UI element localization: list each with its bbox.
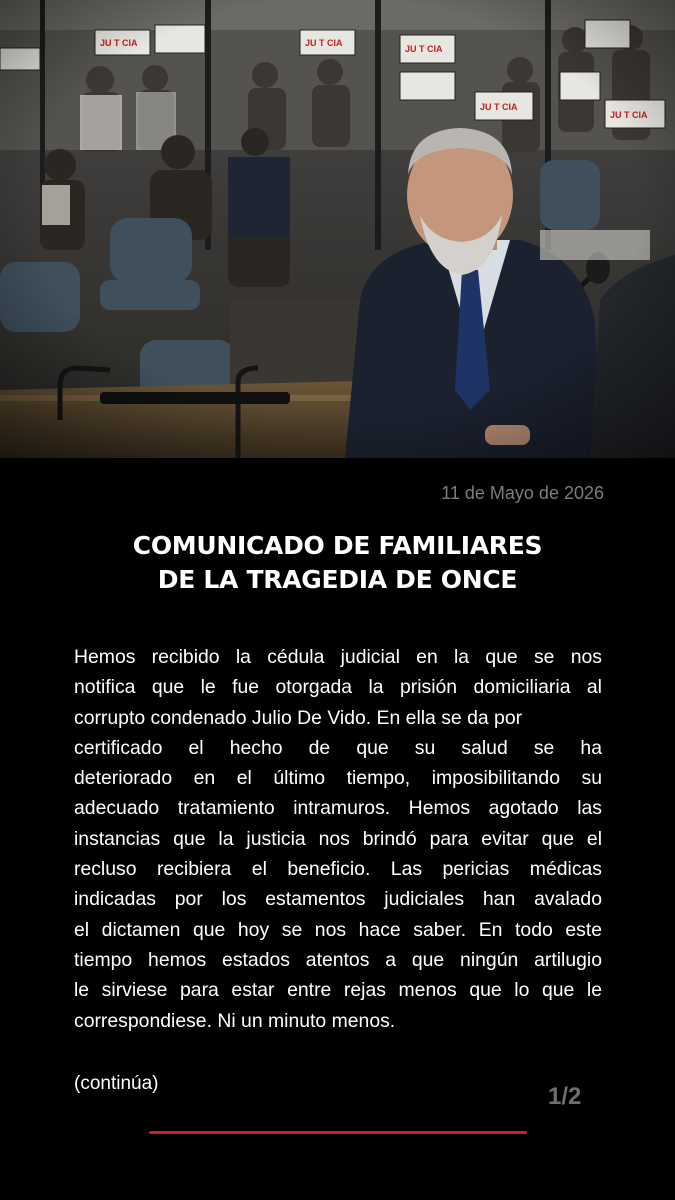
continues-label: (continúa) (74, 1073, 159, 1094)
photo-image (0, 0, 675, 458)
body-line: recluso recibiera el beneficio. Las pericias médicas (74, 858, 602, 881)
body-line: adecuado tratamiento intramuros. Hemos agotado las (74, 797, 602, 820)
body-line: el dictamen que hoy se nos hace saber. En todo este (74, 918, 602, 941)
body-line: Hemos recibido la cédula judicial en la que se nos (74, 646, 602, 668)
body-line: indicadas por los estamentos judiciales han avalado (74, 888, 602, 911)
body-line: certificado el hecho de que su salud se ha (74, 736, 602, 759)
accent-divider (149, 1131, 527, 1134)
body-line: notifica que le fue otorgada la prisión domiciliaria al (74, 676, 602, 699)
body-line: tiempo hemos estados atentos a que ningún artilugio (74, 948, 602, 971)
body-line: corrupto condenado Julio De Vido. En ella se da por (74, 706, 523, 729)
body-line: instancias que la justicia nos brindó para evitar que el (74, 827, 602, 850)
body-line: deteriorado en el último tiempo, imposibilitando su (74, 767, 602, 790)
title-line-2: DE LA TRAGEDIA DE ONCE (157, 565, 518, 594)
body-line: correspondiese. Ni un minuto menos. (74, 1009, 396, 1032)
body-line: le sirviese para estar entre rejas menos que lo que le (74, 979, 602, 1002)
page-indicator: 1/2 (548, 1083, 582, 1110)
date-label: 11 de Mayo de 2026 (441, 483, 604, 503)
title-line-1: COMUNICADO DE FAMILIARES (132, 531, 543, 560)
page-title (0, 529, 675, 597)
courtroom-photo (0, 0, 675, 458)
statement-body (74, 642, 602, 1036)
